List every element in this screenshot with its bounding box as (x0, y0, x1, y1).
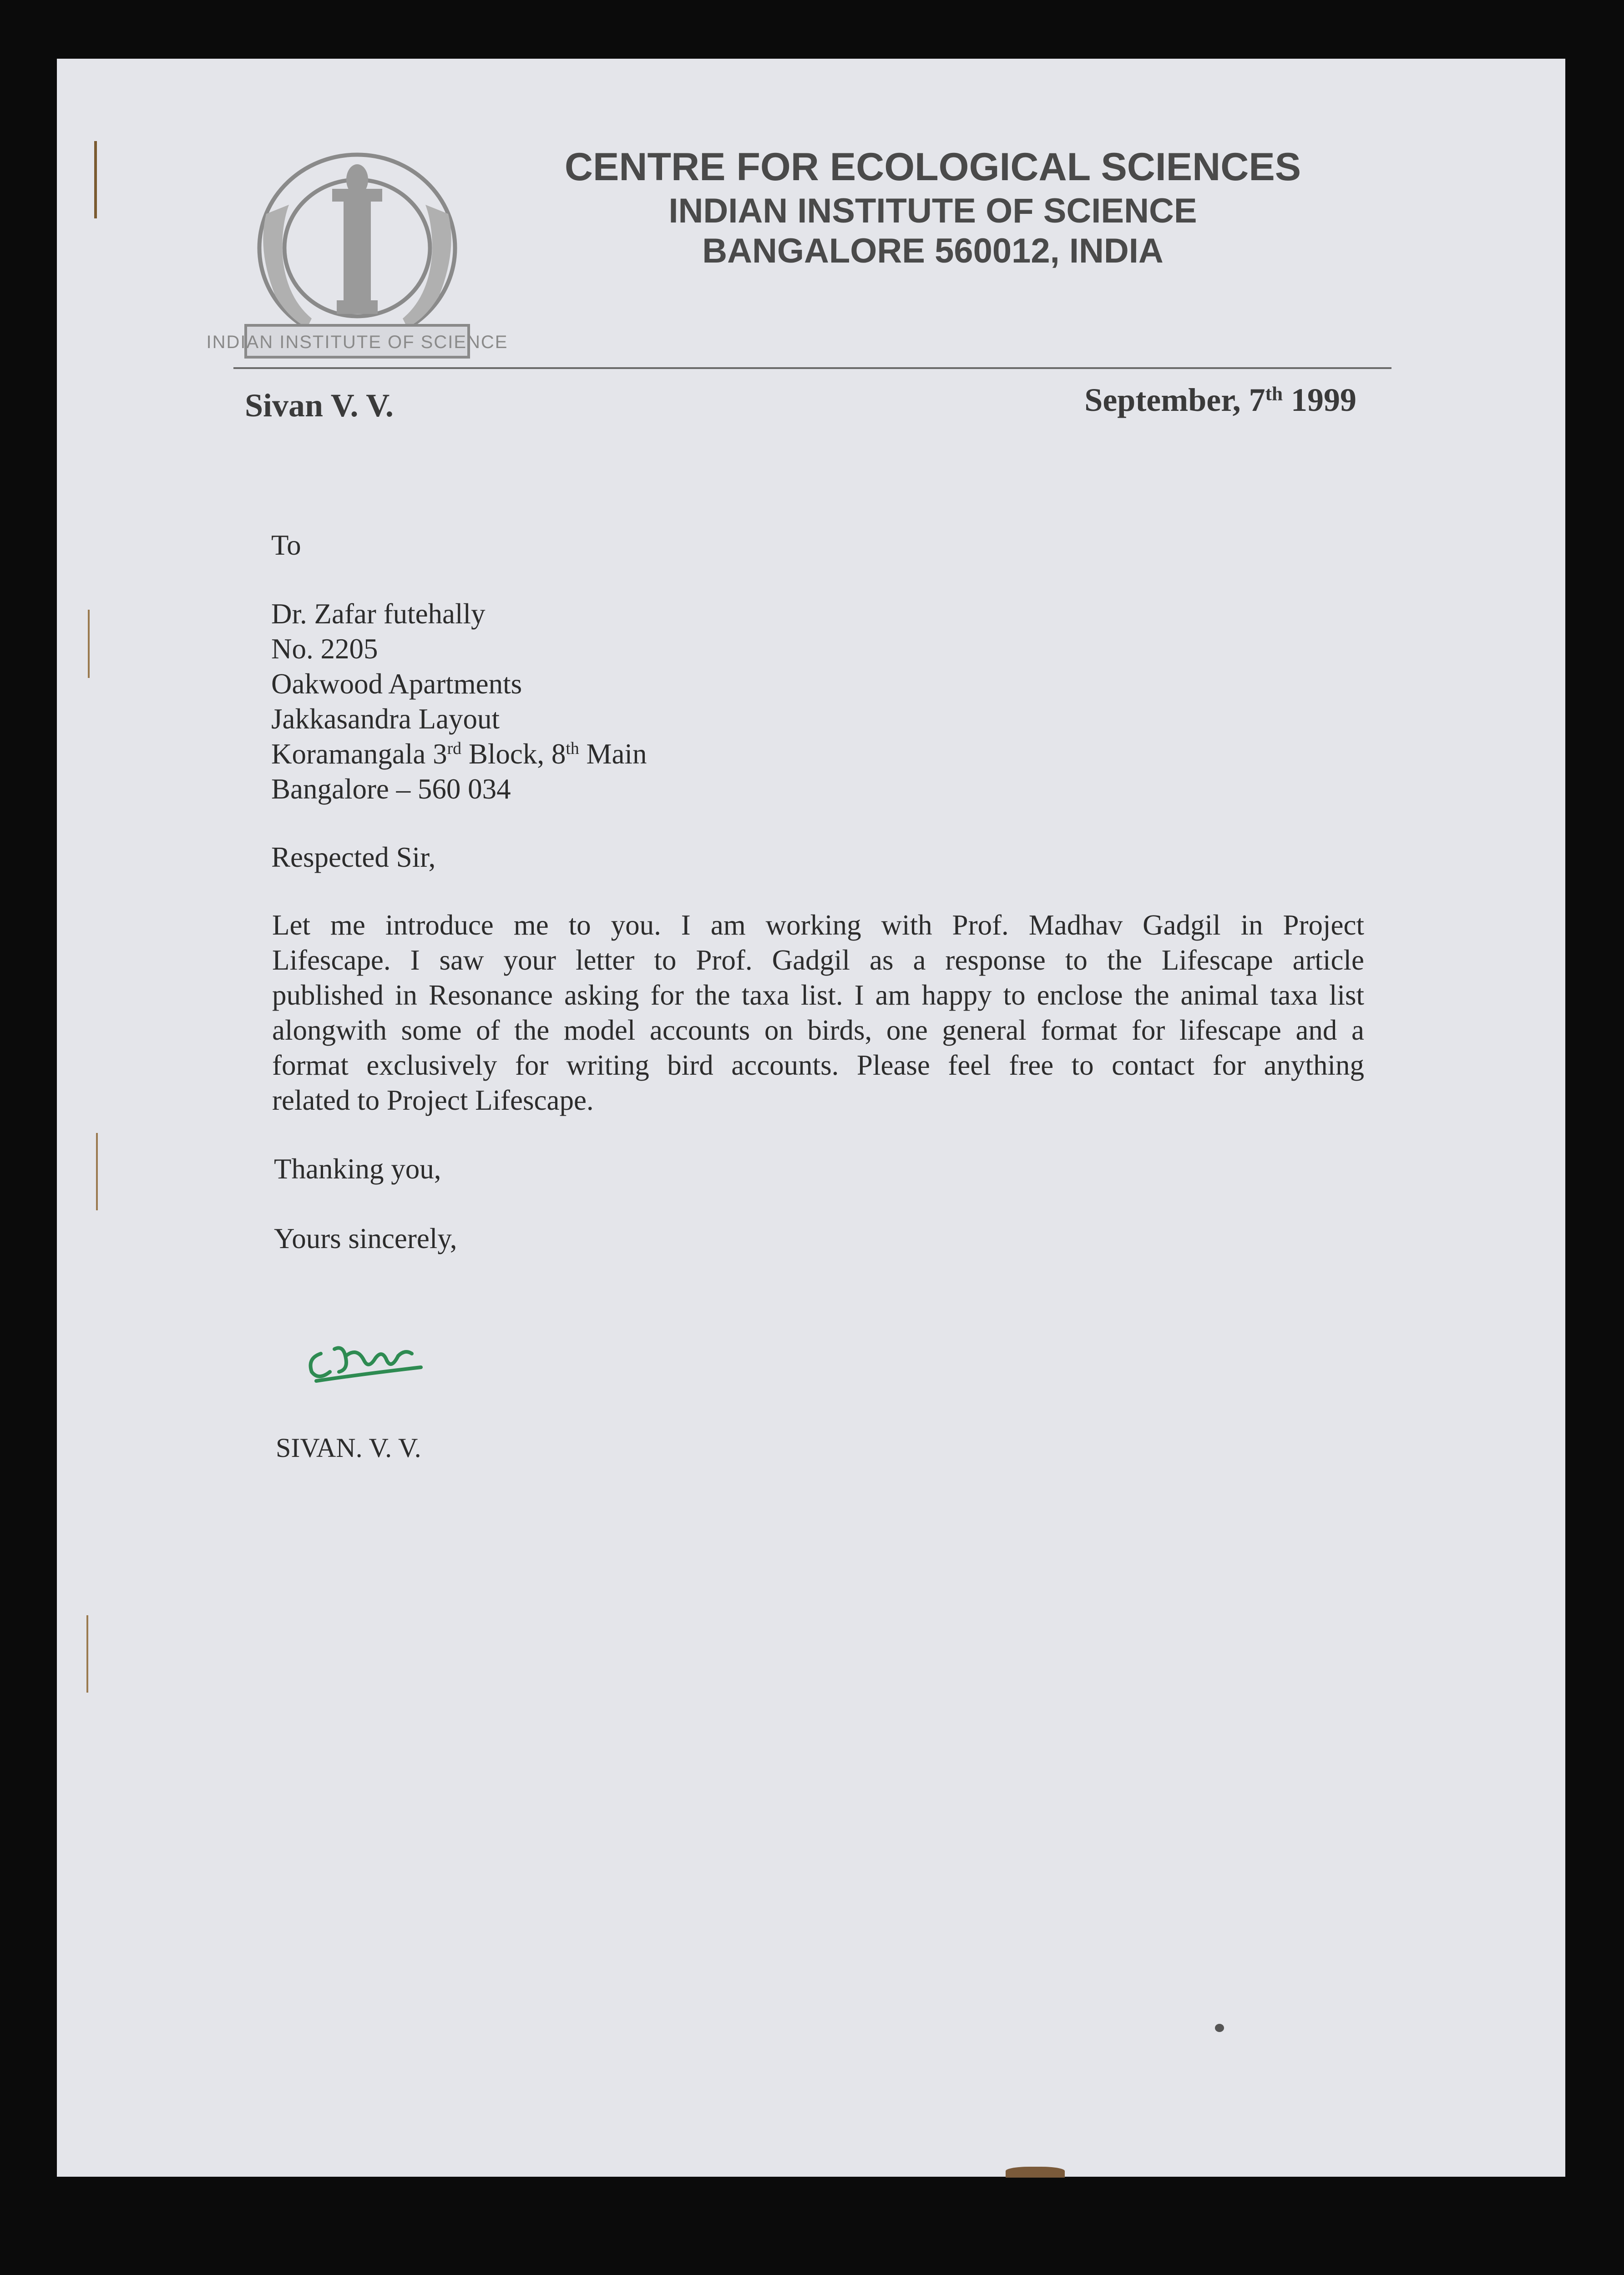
letterhead-title: CENTRE FOR ECOLOGICAL SCIENCES (564, 145, 1301, 189)
address-line: No. 2205 (271, 633, 378, 665)
date-sup: th (1265, 383, 1283, 405)
address-part: Main (579, 738, 647, 770)
body-line: published in Resonance asking for the taxa list. I am happy to enclose the animal taxa list (272, 979, 1364, 1011)
closing-line: Yours sincerely, (274, 1223, 457, 1254)
staple-mark (86, 1615, 88, 1693)
body-line: Lifescape. I saw your letter to Prof. Gadgil as a response to the Lifescape article (272, 944, 1364, 976)
body-line: alongwith some of the model accounts on birds, one general format for lifescape and a (272, 1014, 1364, 1046)
address-part: Koramangala 3 (271, 738, 447, 770)
paper-speck (1215, 2024, 1224, 2032)
body-line: format exclusively for writing bird accounts. Please feel free to contact for anything (272, 1049, 1364, 1081)
staple-mark (96, 1133, 98, 1210)
to-label: To (271, 529, 301, 561)
letterhead-institute: INDIAN INSTITUTE OF SCIENCE (668, 192, 1197, 230)
address-line: Dr. Zafar futehally (271, 598, 486, 630)
staple-mark (94, 141, 97, 218)
address-line: Bangalore – 560 034 (271, 773, 511, 805)
salutation: Respected Sir, (271, 841, 436, 873)
body-line: related to Project Lifescape. (272, 1084, 594, 1116)
address-sup: rd (447, 739, 462, 758)
handwritten-signature (303, 1335, 439, 1395)
paper-tear (1006, 2167, 1065, 2178)
date-suffix: 1999 (1283, 382, 1356, 418)
address-line (271, 737, 647, 772)
address-part: Block, 8 (461, 738, 566, 770)
address-sup: th (566, 739, 579, 758)
letterhead-address: BANGALORE 560012, INDIA (702, 232, 1164, 270)
seal-text: INDIAN INSTITUTE OF SCIENCE (206, 332, 508, 352)
header-divider (233, 367, 1391, 369)
letter-date (1084, 381, 1356, 419)
address-line: Oakwood Apartments (271, 668, 522, 700)
signatory-name: SIVAN. V. V. (276, 1433, 421, 1463)
letter-body (272, 908, 1364, 1118)
institute-seal-logo (206, 146, 508, 369)
body-line: Let me introduce me to you. I am working with Prof. Madhav Gadgil in Project (272, 909, 1364, 941)
staple-mark (88, 610, 90, 678)
sender-name: Sivan V. V. (245, 387, 394, 424)
address-line: Jakkasandra Layout (271, 703, 500, 735)
date-prefix: September, 7 (1084, 382, 1265, 418)
thanks-line: Thanking you, (274, 1153, 441, 1185)
recipient-address (271, 597, 647, 807)
